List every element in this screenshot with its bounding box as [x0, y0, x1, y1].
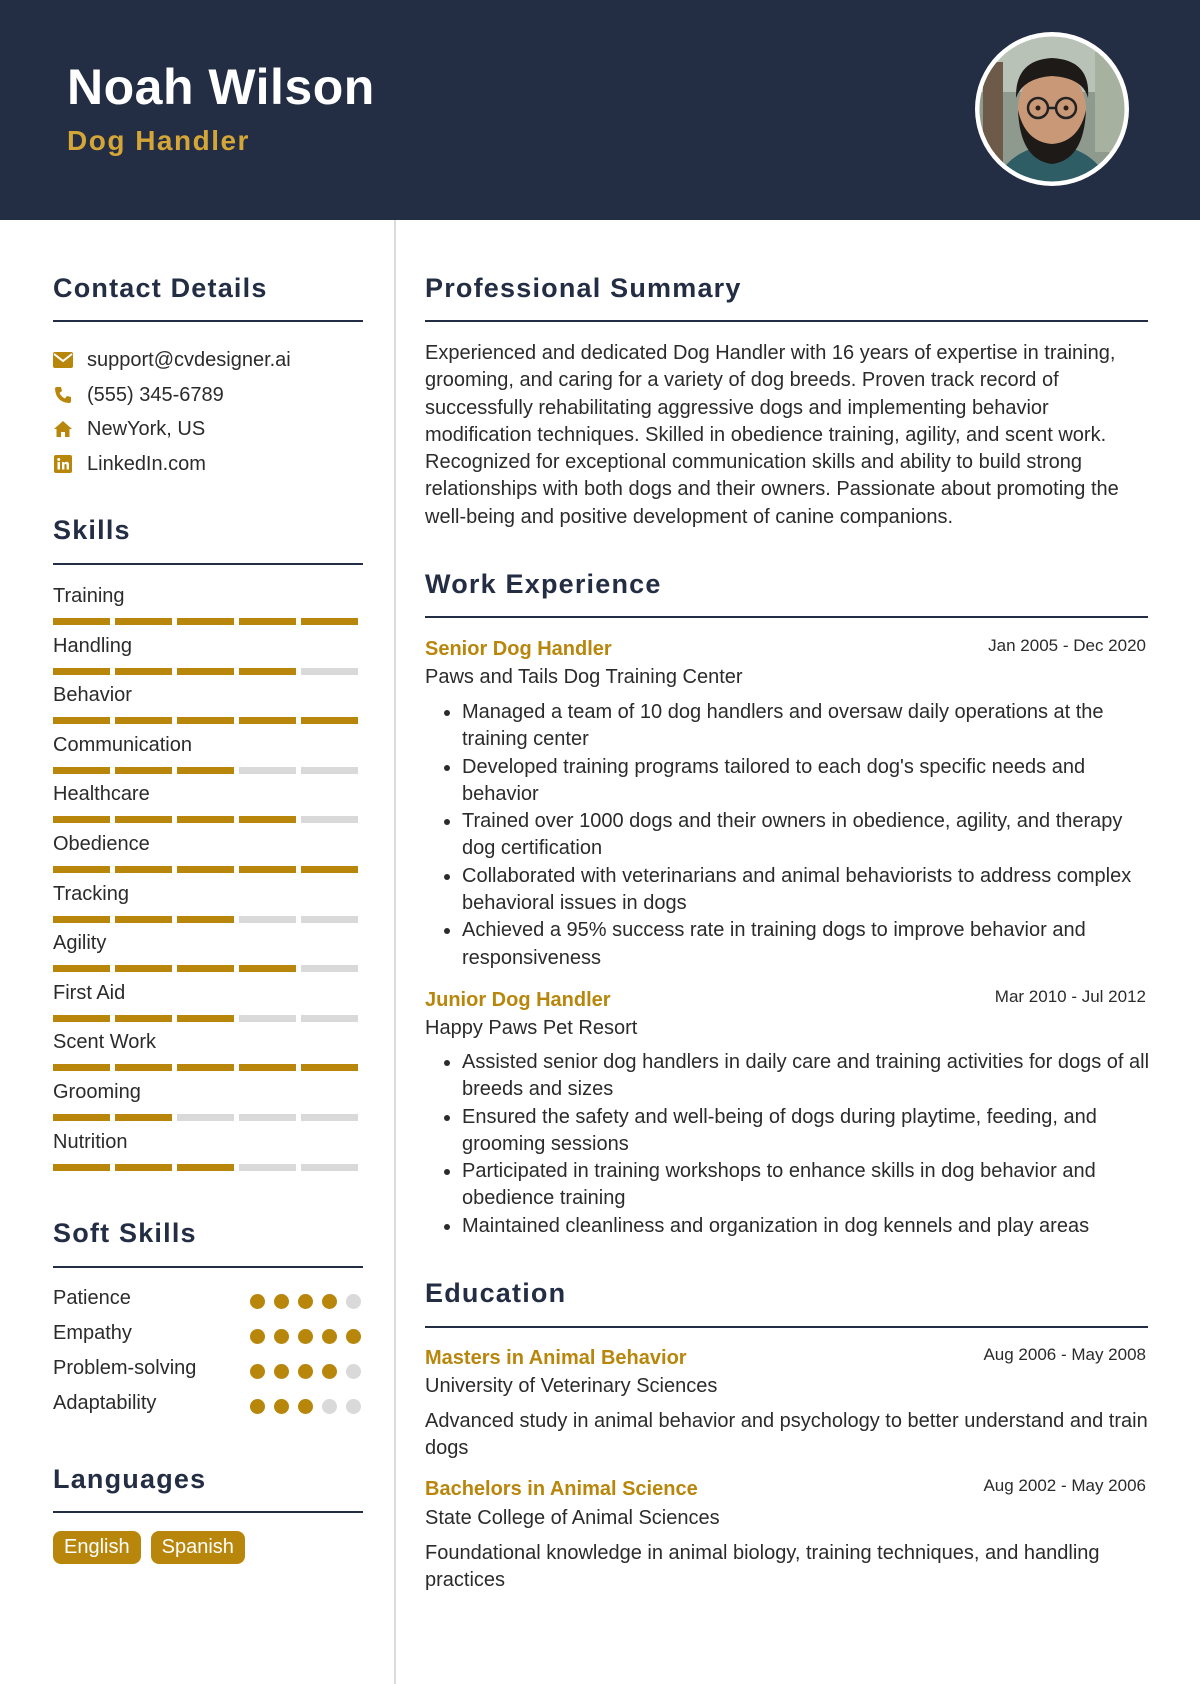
- skill-level-segment: [177, 965, 234, 972]
- languages-list: [53, 1531, 255, 1564]
- job-bullet: • Achieved a 95% success rate in training dogs to improve behavior and responsiveness: [462, 917, 1150, 972]
- education-description: Advanced study in animal behavior and psychology to better understand and train dogs: [425, 1410, 1148, 1460]
- rating-dot: [250, 1294, 265, 1309]
- skill-level-segment: [239, 1114, 296, 1121]
- skill-level-segment: [239, 816, 296, 823]
- linkedin-icon: [53, 454, 73, 474]
- job-bullet: • Participated in training workshops to enhance skills in dog behavior and obedience training: [462, 1158, 1150, 1213]
- skill-level-segment: [177, 668, 234, 675]
- skill-level-segment: [177, 866, 234, 873]
- skill-level-segment: [239, 1164, 296, 1171]
- skill-level-segment: [53, 1064, 110, 1071]
- skill-level-bar: [53, 816, 363, 823]
- column-divider: [394, 220, 396, 1684]
- skill-level-segment: [53, 767, 110, 774]
- contact-phone[interactable]: [53, 380, 224, 410]
- skill-level-segment: [53, 717, 110, 724]
- skill-level-segment: [177, 1114, 234, 1121]
- education-school: University of Veterinary Sciences: [425, 1375, 718, 1397]
- contact-phone-text: (555) 345-6789: [87, 383, 224, 406]
- skill-level-bar: [53, 668, 363, 675]
- rating-dot: [298, 1294, 313, 1309]
- soft-skill-rating: [241, 1294, 361, 1309]
- skill-level-segment: [301, 618, 358, 625]
- skill-level-segment: [239, 965, 296, 972]
- skill-level-segment: [301, 1015, 358, 1022]
- skill-level-segment: [115, 668, 172, 675]
- rating-dot: [346, 1294, 361, 1309]
- soft-skill-row: [53, 1287, 363, 1315]
- skill-level-segment: [239, 717, 296, 724]
- job-title: Junior Dog Handler: [425, 989, 611, 1011]
- skill-level-segment: [115, 816, 172, 823]
- skill-level-bar: [53, 1114, 363, 1121]
- candidate-name: Noah Wilson: [67, 59, 375, 115]
- rating-dot: [322, 1364, 337, 1379]
- soft-skill-rating: [241, 1329, 361, 1344]
- rating-dot: [322, 1329, 337, 1344]
- skill-level-segment: [301, 1064, 358, 1071]
- job-bullet: • Assisted senior dog handlers in daily care and training activities for dogs of all breeds and sizes: [462, 1049, 1150, 1104]
- education-degree: Masters in Animal Behavior: [425, 1347, 687, 1369]
- skill-level-segment: [53, 816, 110, 823]
- job-date: Mar 2010 - Jul 2012: [994, 987, 1146, 1006]
- contact-linkedin-text: LinkedIn.com: [87, 452, 206, 475]
- contact-location: [53, 414, 205, 444]
- job-bullet: • Ensured the safety and well-being of dogs during playtime, feeding, and grooming sessions: [462, 1104, 1150, 1159]
- skill-level-bar: [53, 1164, 363, 1171]
- section-rule: [425, 1326, 1148, 1328]
- job-date: Jan 2005 - Dec 2020: [988, 636, 1146, 655]
- skill-level-segment: [177, 916, 234, 923]
- education-date: Aug 2006 - May 2008: [983, 1345, 1146, 1364]
- skill-level-segment: [239, 618, 296, 625]
- skill-level-bar: [53, 1015, 363, 1022]
- soft-skill-row: [53, 1357, 363, 1385]
- skill-level-segment: [115, 1064, 172, 1071]
- skill-label: Nutrition: [53, 1131, 128, 1153]
- skill-label: Healthcare: [53, 783, 150, 805]
- skill-level-segment: [239, 1064, 296, 1071]
- section-rule: [53, 1266, 363, 1268]
- skill-label: First Aid: [53, 982, 126, 1004]
- job-title: Senior Dog Handler: [425, 638, 612, 660]
- section-rule: [425, 320, 1148, 322]
- skill-label: Scent Work: [53, 1031, 156, 1053]
- soft-skills-heading: Soft Skills: [53, 1218, 197, 1248]
- skill-level-segment: [177, 816, 234, 823]
- skill-label: Communication: [53, 734, 192, 756]
- language-chip: English: [53, 1531, 141, 1564]
- rating-dot: [346, 1399, 361, 1414]
- skill-level-segment: [301, 916, 358, 923]
- phone-icon: [53, 385, 73, 405]
- skill-level-segment: [115, 1114, 172, 1121]
- section-rule: [425, 616, 1148, 618]
- rating-dot: [322, 1294, 337, 1309]
- skill-level-segment: [115, 1015, 172, 1022]
- job-bullets: [425, 1049, 1150, 1240]
- candidate-role: Dog Handler: [67, 125, 250, 156]
- rating-dot: [250, 1399, 265, 1414]
- job-bullets: [425, 699, 1150, 972]
- summary-text: Experienced and dedicated Dog Handler with 16 years of expertise in training, grooming, and caring for a variety of dog breeds. Proven track record of successfully rehabilitating aggressive dogs and implementing behavior modification techniques. Skilled in obedience training, agility, and scent work. Recognized for exceptional communication skills and ability to build strong relationships with both dogs and their owners. Passionate about promoting the well-being and positive development of canine companions.: [425, 342, 1119, 528]
- rating-dot: [274, 1399, 289, 1414]
- skill-level-segment: [53, 668, 110, 675]
- skill-level-bar: [53, 767, 363, 774]
- soft-skill-rating: [241, 1364, 361, 1379]
- job-bullet: • Maintained cleanliness and organization in dog kennels and play areas: [462, 1213, 1150, 1240]
- education-date: Aug 2002 - May 2006: [983, 1476, 1146, 1495]
- rating-dot: [298, 1364, 313, 1379]
- contact-email[interactable]: [53, 345, 291, 375]
- skill-level-segment: [53, 1114, 110, 1121]
- education-description: Foundational knowledge in animal biology, training techniques, and handling practices: [425, 1542, 1100, 1592]
- skill-level-bar: [53, 1064, 363, 1071]
- soft-skill-label: Patience: [53, 1287, 131, 1309]
- skill-label: Agility: [53, 932, 107, 954]
- section-rule: [53, 320, 363, 322]
- contact-details-heading: Contact Details: [53, 273, 268, 303]
- skill-label: Tracking: [53, 883, 129, 905]
- skill-level-segment: [115, 965, 172, 972]
- skill-label: Behavior: [53, 684, 132, 706]
- skill-level-segment: [301, 965, 358, 972]
- skill-label: Obedience: [53, 833, 150, 855]
- education-school: State College of Animal Sciences: [425, 1507, 720, 1529]
- skill-level-segment: [53, 618, 110, 625]
- job-bullet: • Trained over 1000 dogs and their owners in obedience, agility, and therapy dog certification: [462, 808, 1150, 863]
- skill-level-segment: [239, 668, 296, 675]
- skill-level-segment: [301, 717, 358, 724]
- work-experience-heading: Work Experience: [425, 569, 662, 599]
- rating-dot: [298, 1399, 313, 1414]
- job-organization: Paws and Tails Dog Training Center: [425, 666, 743, 688]
- skill-level-segment: [301, 816, 358, 823]
- rating-dot: [298, 1329, 313, 1344]
- skill-level-segment: [177, 767, 234, 774]
- skills-heading: Skills: [53, 515, 131, 545]
- skill-level-segment: [115, 717, 172, 724]
- skill-level-segment: [115, 767, 172, 774]
- skill-level-bar: [53, 717, 363, 724]
- education-degree: Bachelors in Animal Science: [425, 1478, 698, 1500]
- soft-skill-rating: [241, 1399, 361, 1414]
- skill-level-segment: [239, 916, 296, 923]
- skill-level-segment: [177, 1164, 234, 1171]
- section-rule: [53, 563, 363, 565]
- profile-photo: [975, 32, 1129, 186]
- skill-level-segment: [177, 717, 234, 724]
- skill-level-segment: [239, 1015, 296, 1022]
- soft-skill-row: [53, 1322, 363, 1350]
- rating-dot: [274, 1364, 289, 1379]
- skill-level-segment: [301, 1164, 358, 1171]
- language-chip: Spanish: [151, 1531, 245, 1564]
- skill-level-segment: [177, 1064, 234, 1071]
- summary-heading: Professional Summary: [425, 273, 742, 303]
- skill-level-segment: [177, 618, 234, 625]
- skill-level-segment: [239, 767, 296, 774]
- rating-dot: [346, 1329, 361, 1344]
- rating-dot: [274, 1329, 289, 1344]
- skill-level-segment: [301, 1114, 358, 1121]
- skill-level-bar: [53, 618, 363, 625]
- skill-level-segment: [301, 866, 358, 873]
- skill-level-segment: [53, 1015, 110, 1022]
- soft-skill-label: Adaptability: [53, 1392, 157, 1414]
- job-bullet: • Managed a team of 10 dog handlers and oversaw daily operations at the training center: [462, 699, 1150, 754]
- resume-header: [0, 0, 1200, 220]
- skill-level-bar: [53, 965, 363, 972]
- rating-dot: [250, 1364, 265, 1379]
- education-heading: Education: [425, 1278, 567, 1308]
- skill-level-segment: [53, 866, 110, 873]
- skill-level-segment: [239, 866, 296, 873]
- job-bullet: • Developed training programs tailored to each dog's specific needs and behavior: [462, 754, 1150, 809]
- home-icon: [53, 419, 73, 439]
- contact-email-text: support@cvdesigner.ai: [87, 348, 291, 371]
- skill-label: Grooming: [53, 1081, 141, 1103]
- soft-skill-row: [53, 1392, 363, 1420]
- skill-level-segment: [115, 866, 172, 873]
- section-rule: [53, 1511, 363, 1513]
- skill-level-segment: [53, 916, 110, 923]
- soft-skill-label: Problem-solving: [53, 1357, 197, 1379]
- skill-level-segment: [53, 1164, 110, 1171]
- skill-level-segment: [115, 1164, 172, 1171]
- rating-dot: [250, 1329, 265, 1344]
- rating-dot: [346, 1364, 361, 1379]
- skill-level-segment: [115, 618, 172, 625]
- contact-location-text: NewYork, US: [87, 417, 206, 440]
- skill-level-bar: [53, 916, 363, 923]
- skill-level-segment: [115, 916, 172, 923]
- contact-linkedin[interactable]: [53, 449, 206, 479]
- skill-level-segment: [301, 668, 358, 675]
- job-organization: Happy Paws Pet Resort: [425, 1017, 638, 1039]
- skill-level-segment: [177, 1015, 234, 1022]
- skill-level-bar: [53, 866, 363, 873]
- rating-dot: [322, 1399, 337, 1414]
- skill-label: Handling: [53, 635, 132, 657]
- soft-skill-label: Empathy: [53, 1322, 132, 1344]
- languages-heading: Languages: [53, 1464, 207, 1494]
- skill-label: Training: [53, 585, 125, 607]
- skill-level-segment: [301, 767, 358, 774]
- job-bullet: • Collaborated with veterinarians and animal behaviorists to address complex behavioral issues in dogs: [462, 863, 1150, 918]
- envelope-icon: [53, 350, 73, 370]
- skill-level-segment: [53, 965, 110, 972]
- rating-dot: [274, 1294, 289, 1309]
